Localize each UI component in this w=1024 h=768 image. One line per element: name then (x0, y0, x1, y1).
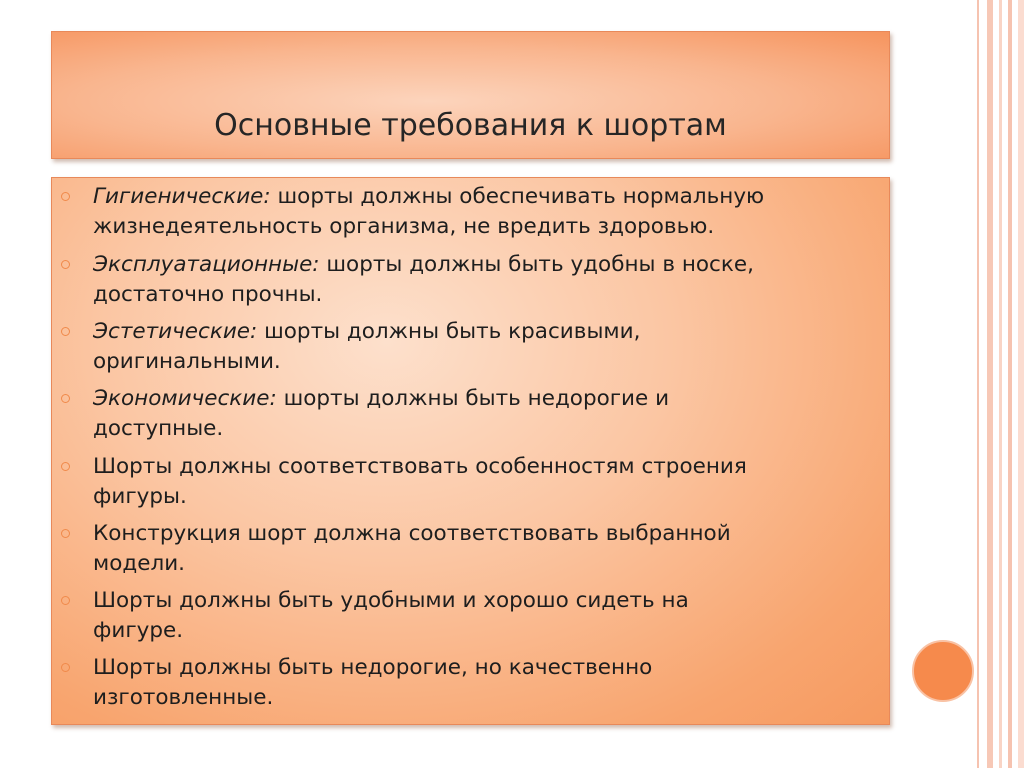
item-line (93, 384, 883, 414)
bullet-icon (61, 260, 70, 269)
item-text: Шорты должны быть удобными и хорошо сидеть на (93, 588, 689, 613)
list-item (93, 250, 883, 310)
item-text: достаточно прочны. (93, 282, 323, 307)
list-item (93, 384, 883, 444)
bullet-icon (61, 596, 70, 605)
title-panel (51, 31, 890, 159)
decor-stripe (1008, 0, 1012, 768)
item-line (93, 182, 883, 212)
bullet-icon (61, 663, 70, 672)
item-line (93, 250, 883, 280)
list-item (93, 182, 883, 242)
item-text: шорты должны обеспечивать нормальную (270, 184, 765, 209)
list-item (93, 586, 883, 646)
bullet-icon (61, 192, 70, 201)
item-text: фигуры. (93, 484, 187, 509)
bullet-icon (61, 394, 70, 403)
list-item (93, 317, 883, 377)
item-text: изготовленные. (93, 685, 274, 710)
item-text: Шорты должны быть недорогие, но качественно (93, 655, 653, 680)
item-text: жизнедеятельность организма, не вредить здоровью. (93, 214, 715, 239)
item-text: шорты должны быть недорогие и (276, 386, 670, 411)
item-text: доступные. (93, 416, 224, 441)
bullet-icon (61, 327, 70, 336)
decor-circle-icon (912, 640, 974, 702)
item-text: шорты должны быть красивыми, (257, 319, 641, 344)
item-text: оригинальными. (93, 349, 281, 374)
slide-title: Основные требования к шортам (214, 108, 727, 143)
content-panel (51, 177, 890, 725)
item-text: модели. (93, 551, 186, 576)
bullet-icon (61, 529, 70, 538)
item-text: шорты должны быть удобны в носке, (319, 252, 754, 277)
decor-stripe (977, 0, 979, 768)
item-term: Экономические: (93, 386, 277, 411)
decor-stripe (1018, 0, 1024, 768)
item-text: Шорты должны соответствовать особенностям строения (93, 454, 747, 479)
bullet-icon (61, 462, 70, 471)
list-item (93, 519, 883, 579)
list-item (93, 452, 883, 512)
item-line (93, 317, 883, 347)
item-term: Эксплуатационные: (93, 252, 320, 277)
list-item (93, 653, 883, 713)
decor-stripe (987, 0, 993, 768)
item-text: фигуре. (93, 618, 184, 643)
item-text: Конструкция шорт должна соответствовать выбранной (93, 521, 731, 546)
item-term: Гигиенические: (93, 184, 271, 209)
decor-stripe (999, 0, 1002, 768)
item-term: Эстетические: (93, 319, 258, 344)
